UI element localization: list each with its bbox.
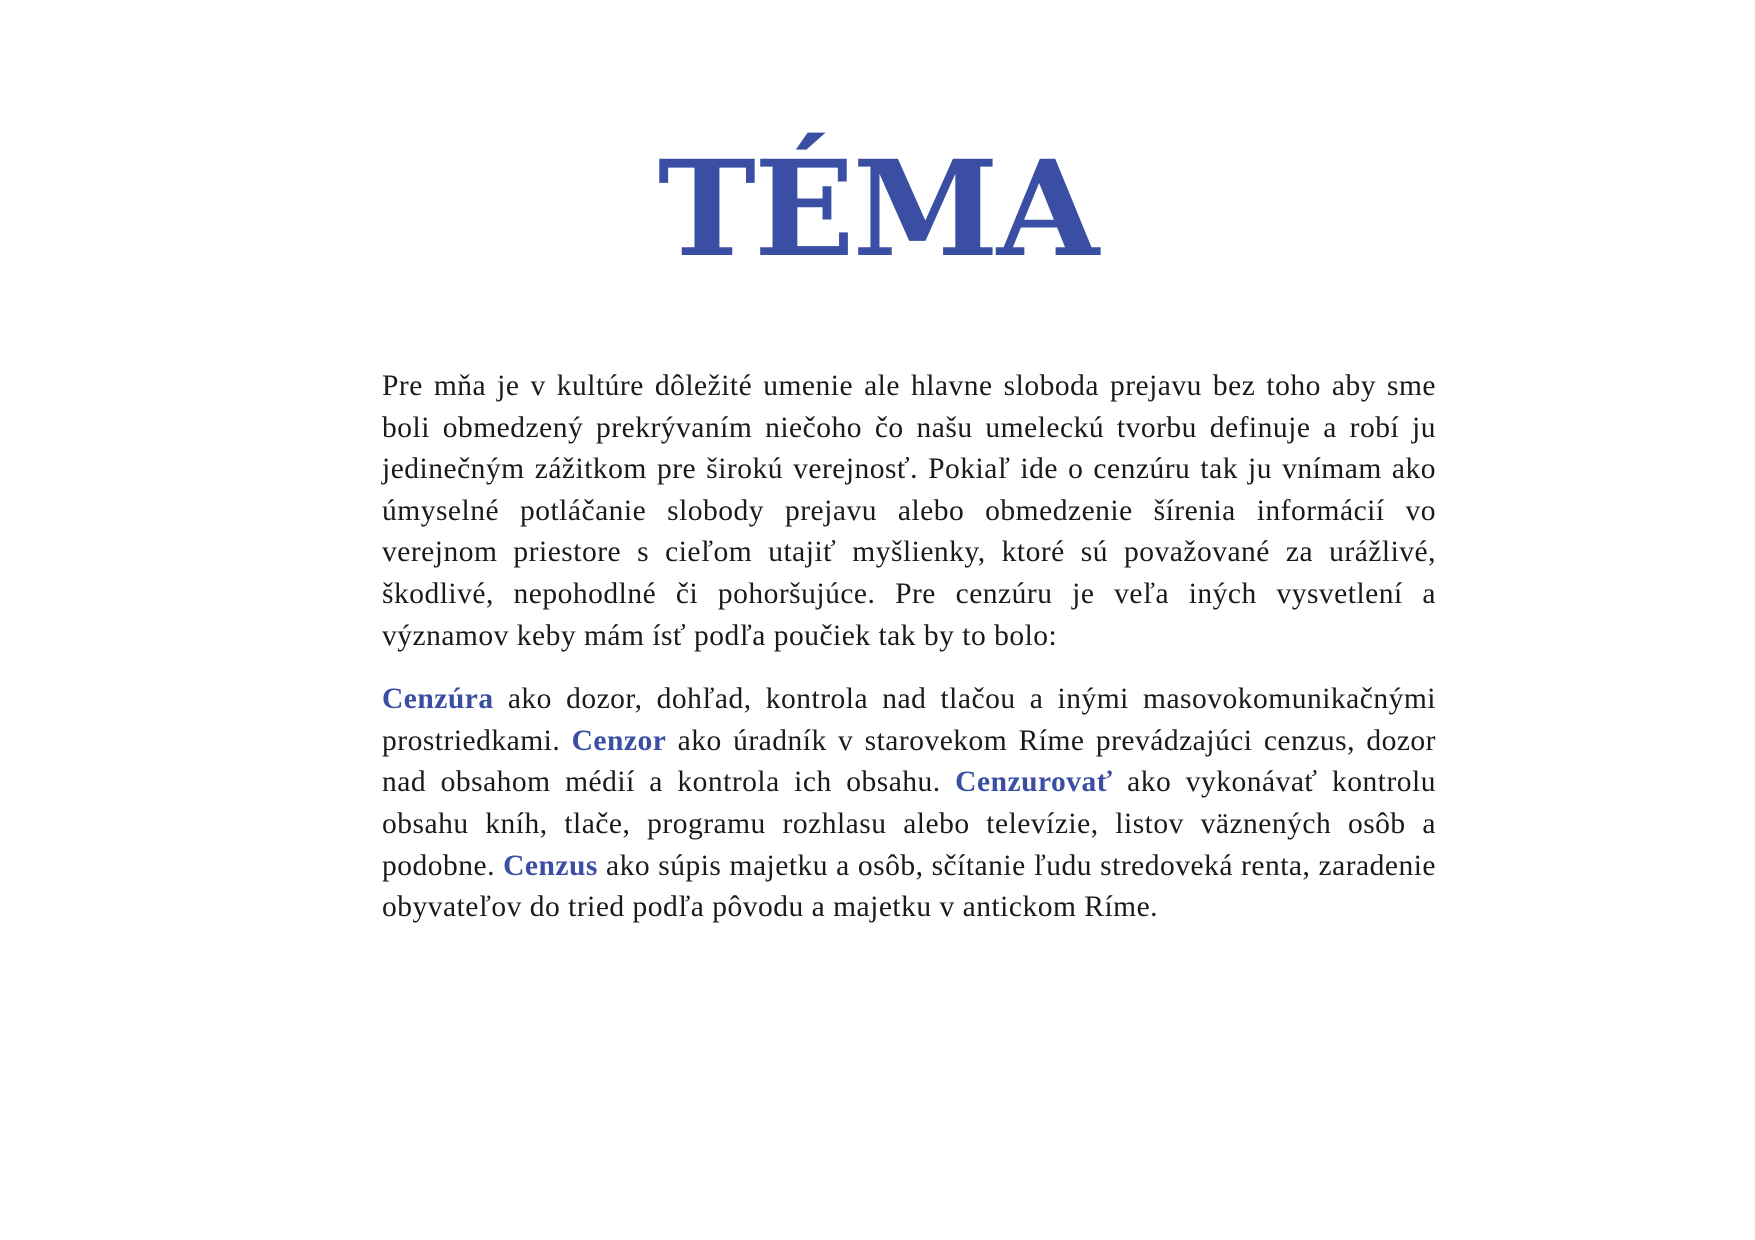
definition-term: Cenzus: [503, 849, 598, 882]
intro-paragraph: Pre mňa je v kultúre dôležité umenie ale hlavne sloboda prejavu bez toho aby sme boli obmedzený prekrývaním niečoho čo našu umeleckú tvorbu definuje a robí ju jedinečným zážitkom pre širokú verejnosť. Pokiaľ ide o cenzúru tak ju vnímam ako úmyselné potláčanie slobody prejavu alebo obmedzenie šírenia informácií vo verejnom priestore s cieľom utajiť myšlienky, ktoré sú považované za urážlivé, škodlivé, nepohodlné či pohoršujúce. Pre cenzúru je veľa iných vysvetlení a významov keby mám ísť podľa poučiek tak by to bolo:: [382, 370, 1436, 652]
definition-text: ako súpis majetku a osôb, sčítanie ľudu stredoveká renta, zaradenie obyvateľov do tried podľa pôvodu a majetku v antickom Ríme.: [382, 849, 1436, 924]
definition-text: ako úradník v starovekom Ríme prevádzajúci cenzus, dozor nad obsahom médií a kontrola ich obsahu.: [382, 724, 1436, 799]
definition-term: Cenzor: [571, 724, 667, 757]
definitions-paragraph: [382, 679, 1436, 929]
page-title: TÉMA: [657, 132, 1098, 287]
body-text: [382, 366, 1436, 929]
definition-term: Cenzurovať: [955, 766, 1113, 799]
definition-text: ako dozor, dohľad, kontrola nad tlačou a inými masovokomunikačnými prostriedkami.: [382, 683, 1436, 757]
definition-text: ako vykonávať kontrolu obsahu kníh, tlače, programu rozhlasu alebo televízie, listov väznených osôb a podobne.: [382, 766, 1436, 882]
definition-term: Cenzúra: [382, 683, 494, 716]
